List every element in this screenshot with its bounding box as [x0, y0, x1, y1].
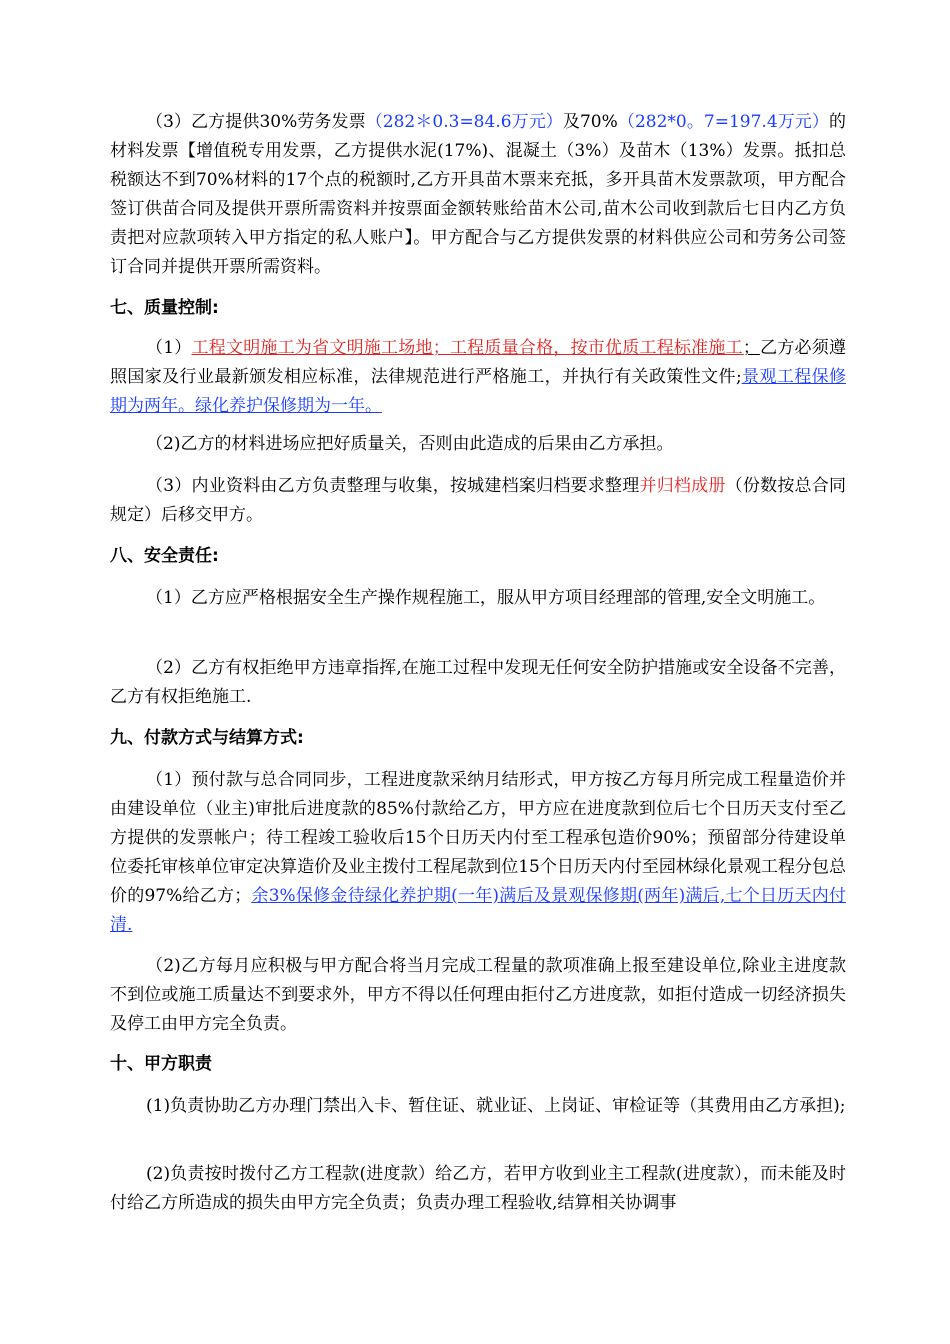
paragraph-payment-2: （2)乙方每月应积极与甲方配合将当月完成工程量的款项准确上报至建设单位,除业主进度款不到位或施工质量达不到要求外，甲方不得以任何理由拒付乙方进度款，如拒付造成一切经济损失及停工由甲方完全负责。: [110, 956, 846, 1034]
quality-1-text: 乙方必须遵照国家及行业最新颁发相应标准，法律规范进行严格施工，并执行有关政策性文件;: [110, 338, 847, 387]
archive-highlight: 并归档成册: [639, 476, 726, 496]
invoice-text-3: 的材料发票【增值税专用发票，乙方提供水泥(17%)、混凝土（3%）及苗木（13%）发票。抵扣总税额达不到70%材料的17个点的税额时,乙方开具苗木票来充抵，多开具苗木发票款项，甲方配合签订供苗合同及提供开票所需资料并按票面金额转账给苗木公司,苗木公司收到款后七日内乙方负责把对应款项转入甲方指定的私人账户】。甲方配合与乙方提供发票的材料供应公司和劳务公司签订合同并提供开票所需资料。: [110, 112, 846, 277]
paragraph-quality-2: （2)乙方的材料进场应把好质量关，否则由此造成的后果由乙方承担。: [146, 434, 674, 454]
paragraph-safety-1: （1）乙方应严格根据安全生产操作规程施工，服从甲方项目经理部的管理,安全文明施工。: [146, 588, 826, 608]
quality-3-text-2: （份数按总合同规定）后移交甲方。: [110, 476, 847, 525]
section-heading-safety: 八、安全责任:: [110, 546, 219, 566]
section-heading-party-a: 十、甲方职责: [110, 1054, 212, 1074]
quality-standard-highlight: 工程文明施工为省文明施工场地；工程质量合格，按市优质工程标准施工: [191, 338, 743, 358]
invoice-material-amount: （282*0。7=197.4万元）: [617, 112, 829, 132]
warranty-period-highlight: 景观工程保修期为两年。绿化养护保修期为一年。: [110, 367, 846, 416]
paragraph-invoice: [110, 108, 846, 282]
paragraph-quality-1: [110, 334, 846, 421]
paragraph-safety-2: （2）乙方有权拒绝甲方违章指挥,在施工过程中发现无任何安全防护措施或安全设备不完善，乙方有权拒绝施工.: [110, 658, 846, 707]
paragraph-party-a-2: (2)负责按时拨付乙方工程款(进度款）给乙方，若甲方收到业主工程款(进度款），而未能及时付给乙方所造成的损失由甲方完全负责；负责办理工程验收,结算相关协调事: [110, 1164, 846, 1213]
invoice-text-2: 及70%: [562, 112, 618, 132]
paragraph-party-a-1: (1)负责协助乙方办理门禁出入卡、暂住证、就业证、上岗证、审检证等（其费用由乙方承担);: [146, 1096, 846, 1116]
quality-semicolon: ；: [742, 338, 760, 358]
section-heading-payment: 九、付款方式与结算方式:: [110, 728, 304, 748]
quality-1-number: （1）: [146, 338, 192, 358]
invoice-text: （3）乙方提供30%劳务发票: [146, 112, 366, 132]
payment-1-text: （1）预付款与总合同同步，工程进度款采纳月结形式，甲方按乙方每月所完成工程量造价并由建设单位（业主)审批后进度款的85%付款给乙方，甲方应在进度款到位后七个日历天支付至乙方提供的发票帐户；待工程竣工验收后15个日历天内付至工程承包造价90%；预留部分待建设单位委托审核单位审定决算造价及业主拨付工程尾款到位15个日历天内付至园林绿化景观工程分包总价的97%给乙方；: [110, 770, 846, 906]
section-heading-quality: 七、质量控制:: [110, 298, 219, 318]
invoice-labor-amount: （282＊0.3=84.6万元）: [365, 112, 563, 132]
quality-3-text: （3）内业资料由乙方负责整理与收集，按城建档案归档要求整理: [146, 476, 640, 496]
paragraph-payment-1: [110, 766, 846, 940]
retention-highlight: 余3%保修金待绿化养护期(一年)满后及景观保修期(两年)满后,七个日历天内付清.: [110, 886, 846, 935]
paragraph-quality-3: [110, 472, 846, 530]
